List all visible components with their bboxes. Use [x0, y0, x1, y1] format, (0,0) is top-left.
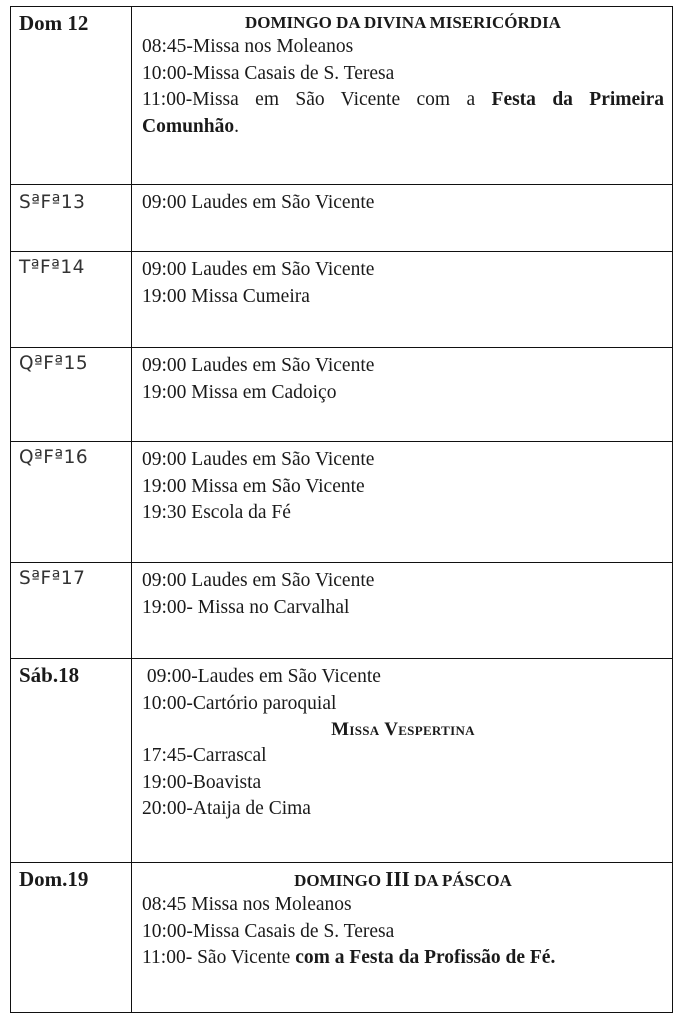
event-line: 19:00 Missa em São Vicente: [142, 475, 365, 497]
schedule-row-sf13: [11, 185, 673, 252]
event-highlight: Festa da Primeira Comunhão: [142, 89, 665, 137]
events-cell: [132, 348, 673, 442]
event-line: 08:45-Missa nos Moleanos: [142, 36, 354, 57]
day-cell: [11, 7, 132, 185]
day-cell: [11, 563, 132, 659]
heading-numeral: III: [385, 867, 410, 891]
day-cell: [11, 185, 132, 252]
schedule-row-qf16: [11, 442, 673, 563]
day-label: Dom.19: [19, 867, 89, 891]
day-label: SªFª17: [19, 568, 86, 589]
day-cell: [11, 252, 132, 348]
section-heading: Missa Vespertina: [331, 719, 475, 740]
schedule-row-dom19: [11, 863, 673, 1013]
event-text: 11:00- São Vicente: [142, 947, 296, 968]
event-line: 19:00 Missa Cumeira: [142, 285, 310, 307]
event-line: 20:00-Ataija de Cima: [142, 798, 311, 819]
schedule-row-sab18: [11, 659, 673, 863]
schedule-row-tf14: [11, 252, 673, 348]
day-label: QªFª16: [19, 447, 89, 468]
event-line: 09:00 Laudes em São Vicente: [142, 449, 375, 470]
day-cell: [11, 442, 132, 563]
day-label: SªFª13: [19, 192, 86, 213]
events-cell: [132, 659, 673, 863]
schedule-row-dom12: [11, 7, 673, 185]
schedule-row-qf15: [11, 348, 673, 442]
events-cell: [132, 863, 673, 1013]
day-label: Sáb.18: [19, 663, 80, 687]
event-line: 09:00 Laudes em São Vicente: [142, 192, 375, 213]
day-label: Dom 12: [19, 11, 89, 35]
parish-schedule-table: [10, 6, 673, 1013]
event-line: 19:00- Missa no Carvalhal: [142, 596, 350, 618]
events-cell: [132, 185, 673, 252]
heading-text: DA PÁSCOA: [409, 871, 512, 890]
event-line: 17:45-Carrascal: [142, 745, 267, 766]
events-cell: [132, 7, 673, 185]
event-line: 10:00-Missa Casais de S. Teresa: [142, 920, 395, 942]
event-line: 19:00 Missa em Cadoiço: [142, 381, 337, 403]
day-label: TªFª14: [19, 257, 85, 278]
day-label: QªFª15: [19, 353, 89, 374]
event-line: [142, 87, 664, 140]
event-text: 11:00-Missa em São Vicente com a: [142, 89, 492, 110]
event-line: 19:00-Boavista: [142, 771, 262, 793]
day-cell: [11, 659, 132, 863]
events-cell: [132, 252, 673, 348]
events-cell: [132, 563, 673, 659]
event-line: [142, 945, 664, 972]
day-cell: [11, 863, 132, 1013]
event-line: 09:00 Laudes em São Vicente: [142, 259, 375, 280]
event-line: 10:00-Cartório paroquial: [142, 692, 337, 714]
event-line: 09:00 Laudes em São Vicente: [142, 355, 375, 376]
events-cell: [132, 442, 673, 563]
event-highlight: com a Festa da Profissão de Fé.: [295, 947, 556, 968]
heading-text: DOMINGO: [294, 871, 386, 890]
event-line: 08:45 Missa nos Moleanos: [142, 894, 352, 915]
day-cell: [11, 348, 132, 442]
section-heading: DOMINGO DA DIVINA MISERICÓRDIA: [245, 13, 561, 32]
section-heading: [142, 868, 664, 892]
schedule-row-sf17: [11, 563, 673, 659]
event-line: 09:00 Laudes em São Vicente: [142, 570, 375, 591]
event-line: 10:00-Missa Casais de S. Teresa: [142, 62, 395, 84]
event-text: .: [234, 115, 239, 137]
event-line: 19:30 Escola da Fé: [142, 502, 291, 523]
event-line: 09:00-Laudes em São Vicente: [142, 666, 381, 687]
